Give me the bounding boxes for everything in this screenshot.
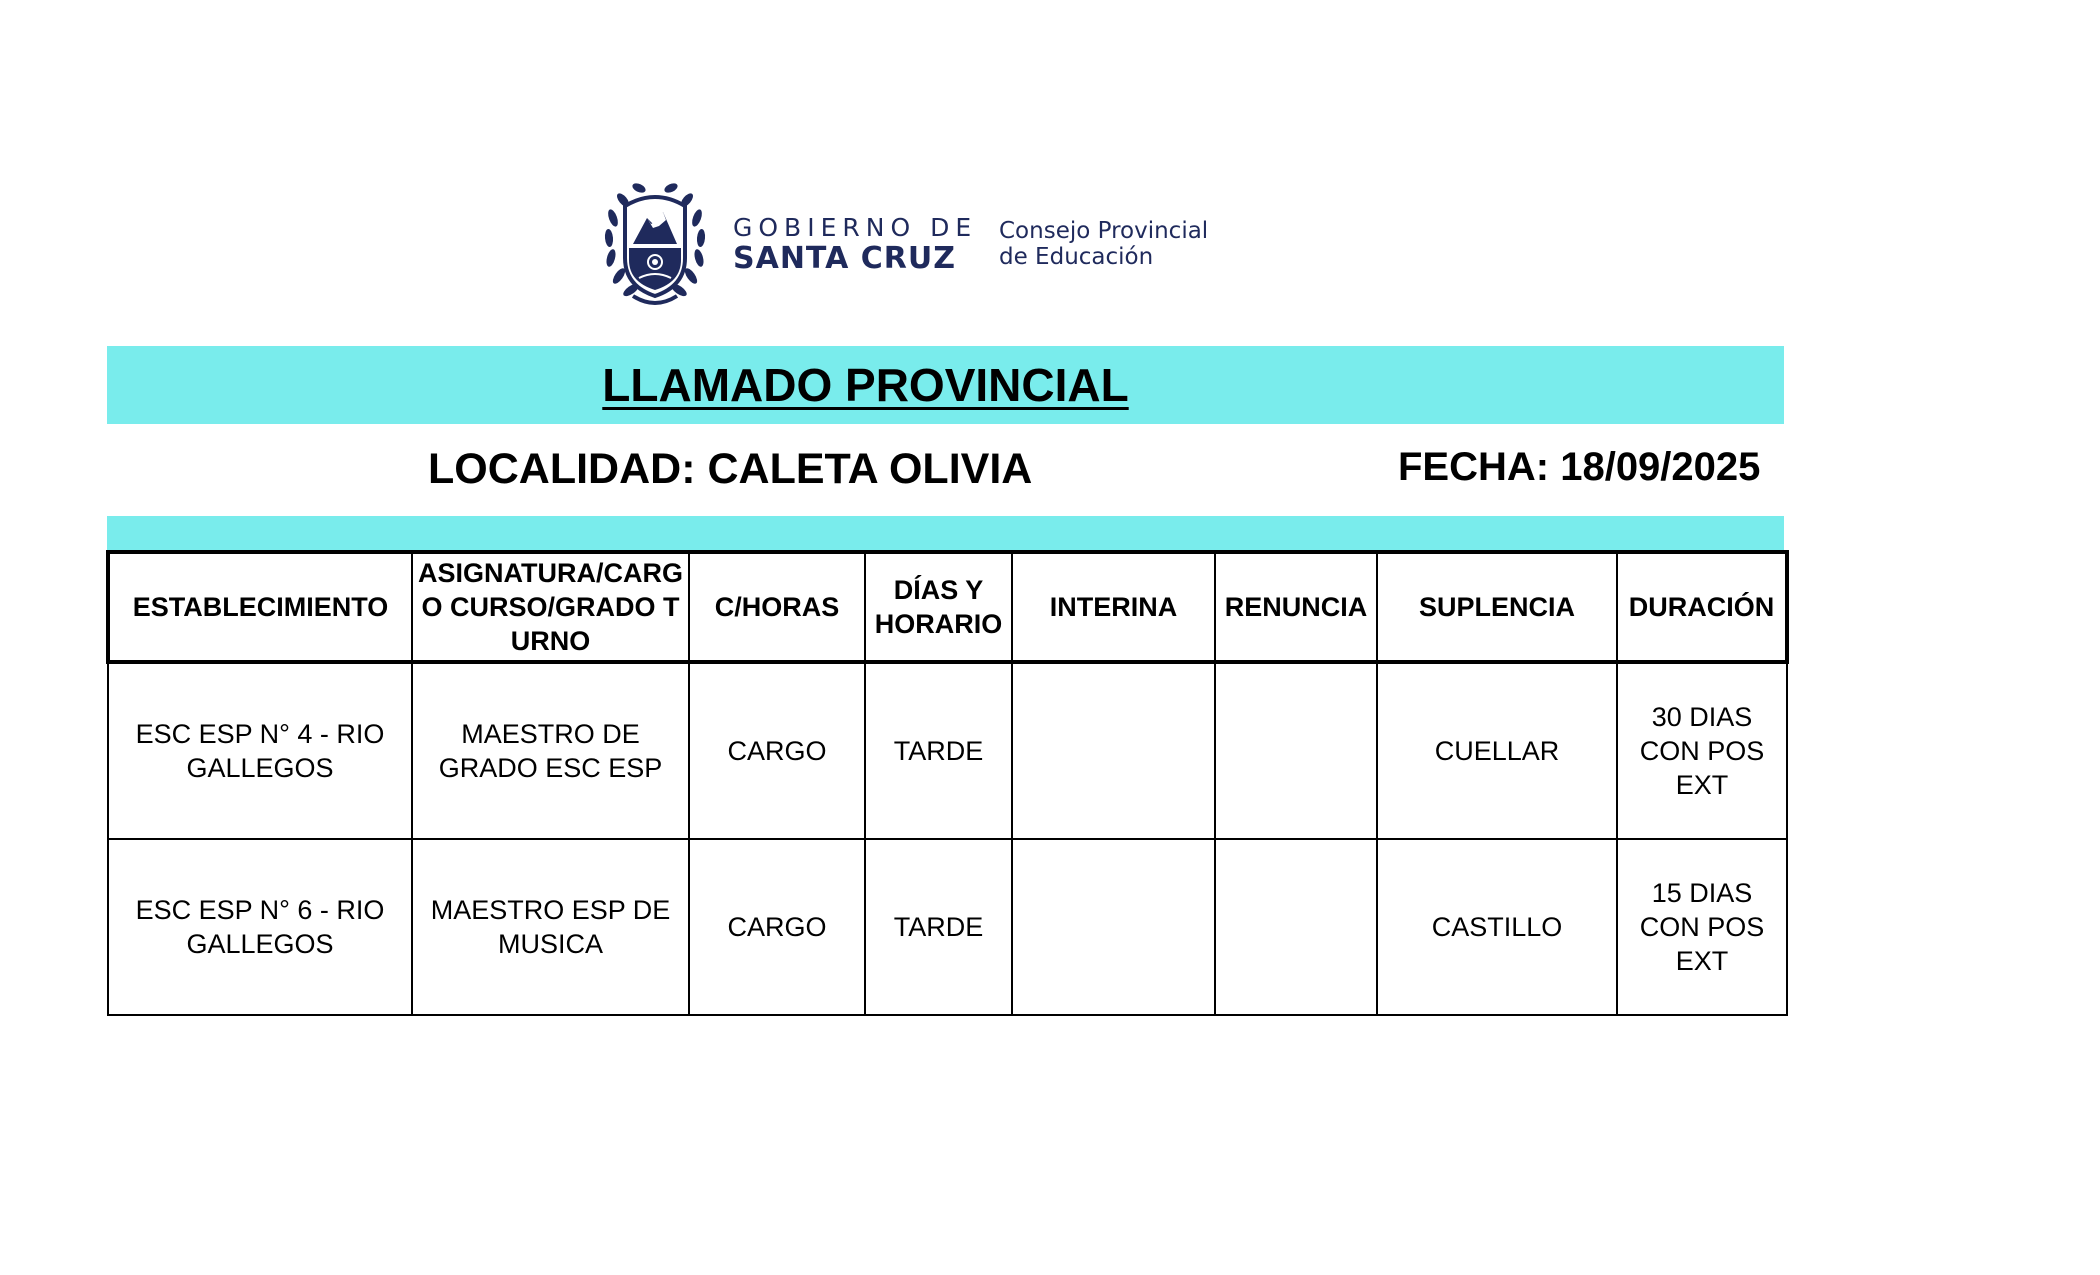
table-cell: ESC ESP N° 4 - RIO GALLEGOS bbox=[108, 662, 412, 839]
table-cell: CARGO bbox=[689, 839, 865, 1015]
table-cell: 15 DIAS CON POS EXT bbox=[1617, 839, 1787, 1015]
gov-line1: GOBIERNO DE bbox=[733, 213, 978, 242]
column-header: INTERINA bbox=[1012, 552, 1215, 662]
government-wordmark bbox=[733, 214, 977, 276]
table-cell: MAESTRO ESP DE MUSICA bbox=[412, 839, 689, 1015]
table-cell bbox=[1215, 839, 1377, 1015]
column-header: C/HORAS bbox=[689, 552, 865, 662]
consejo-line2: de Educación bbox=[999, 244, 1154, 270]
header-logo bbox=[603, 178, 1243, 310]
column-header: ESTABLECIMIENTO bbox=[108, 552, 412, 662]
table-cell: TARDE bbox=[865, 662, 1012, 839]
localidad-label: LOCALIDAD: CALETA OLIVIA bbox=[428, 445, 1033, 493]
table-cell bbox=[1215, 662, 1377, 839]
gov-line2: SANTA CRUZ bbox=[733, 241, 956, 276]
column-header: ASIGNATURA/CARGO CURSO/GRADO TURNO bbox=[412, 552, 689, 662]
llamado-table bbox=[106, 550, 1789, 1016]
table-row bbox=[108, 839, 1787, 1015]
table-cell: ESC ESP N° 6 - RIO GALLEGOS bbox=[108, 839, 412, 1015]
table-cell: CARGO bbox=[689, 662, 865, 839]
table-cell: CUELLAR bbox=[1377, 662, 1617, 839]
table-cell: MAESTRO DE GRADO ESC ESP bbox=[412, 662, 689, 839]
consejo-line1: Consejo Provincial bbox=[999, 218, 1209, 244]
table-cell: TARDE bbox=[865, 839, 1012, 1015]
santa-cruz-seal-icon bbox=[603, 178, 707, 310]
column-header: DÍAS Y HORARIO bbox=[865, 552, 1012, 662]
column-header: RENUNCIA bbox=[1215, 552, 1377, 662]
table-header-row bbox=[108, 552, 1787, 662]
divider-band bbox=[107, 516, 1784, 550]
table-row bbox=[108, 662, 1787, 839]
column-header: SUPLENCIA bbox=[1377, 552, 1617, 662]
column-header: DURACIÓN bbox=[1617, 552, 1787, 662]
title-band bbox=[107, 346, 1784, 424]
table-cell bbox=[1012, 839, 1215, 1015]
table-cell bbox=[1012, 662, 1215, 839]
page-title: LLAMADO PROVINCIAL bbox=[602, 359, 1129, 411]
table-cell: 30 DIAS CON POS EXT bbox=[1617, 662, 1787, 839]
table-cell: CASTILLO bbox=[1377, 839, 1617, 1015]
fecha-label: FECHA: 18/09/2025 bbox=[1398, 445, 1761, 489]
consejo-wordmark bbox=[999, 218, 1208, 270]
